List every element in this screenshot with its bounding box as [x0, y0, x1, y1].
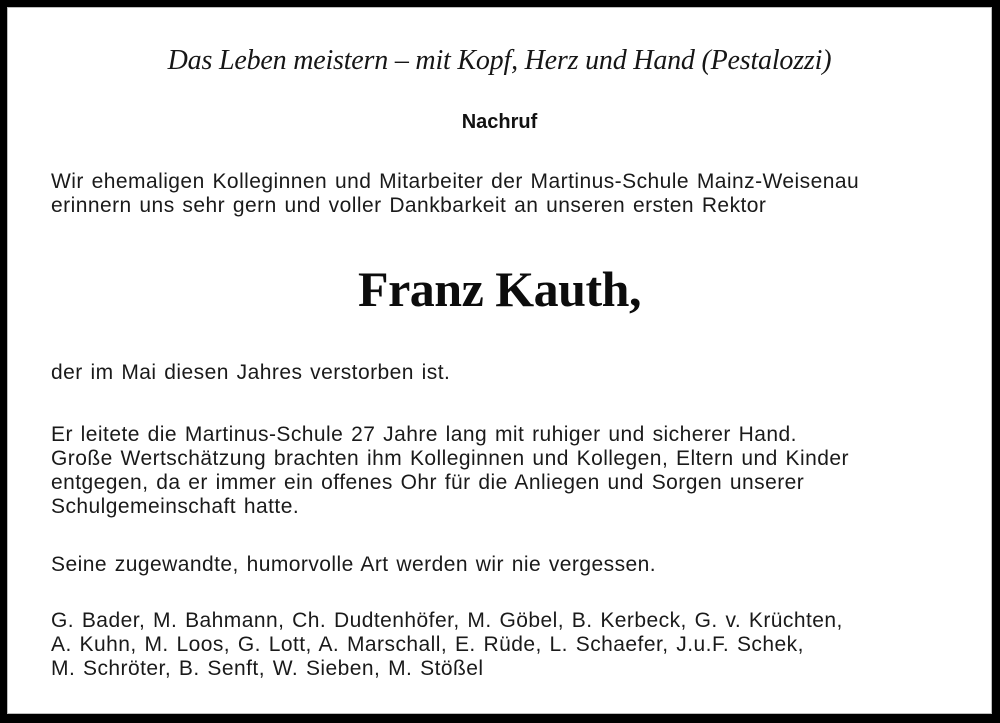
motto-quote: Das Leben meistern – mit Kopf, Herz und Hand (Pestalozzi)	[167, 45, 832, 76]
obituary-frame	[7, 7, 992, 714]
heading-nachruf: Nachruf	[461, 111, 538, 133]
career-line: entgegen, da er immer ein offenes Ohr für die Anliegen und Sorgen unserer	[51, 471, 805, 494]
career-paragraph	[51, 423, 951, 519]
career-line: Er leitete die Martinus-Schule 27 Jahre lang mit ruhiger und sicherer Hand.	[51, 423, 797, 446]
signature-line: A. Kuhn, M. Loos, G. Lott, A. Marschall, E. Rüde, L. Schaefer, J.u.F. Schek,	[51, 633, 804, 656]
deceased-name: Franz Kauth,	[358, 261, 641, 317]
remembrance-paragraph	[51, 553, 951, 577]
intro-line: Wir ehemaligen Kolleginnen und Mitarbeiter der Martinus-Schule Mainz-Weisenau	[51, 170, 860, 193]
intro-paragraph	[51, 170, 951, 218]
career-line: Schulgemeinschaft hatte.	[51, 495, 300, 518]
remembrance-line: Seine zugewandte, humorvolle Art werden wir nie vergessen.	[51, 553, 657, 576]
signature-line: M. Schröter, B. Senft, W. Sieben, M. Stößel	[51, 657, 484, 680]
intro-line: erinnern uns sehr gern und voller Dankbarkeit an unseren ersten Rektor	[51, 194, 767, 217]
career-line: Große Wertschätzung brachten ihm Kolleginnen und Kollegen, Eltern und Kinder	[51, 447, 849, 470]
death-paragraph	[51, 361, 951, 385]
death-line: der im Mai diesen Jahres verstorben ist.	[51, 361, 451, 384]
signatures-block	[51, 609, 951, 681]
signature-line: G. Bader, M. Bahmann, Ch. Dudtenhöfer, M. Göbel, B. Kerbeck, G. v. Krüchten,	[51, 609, 843, 632]
